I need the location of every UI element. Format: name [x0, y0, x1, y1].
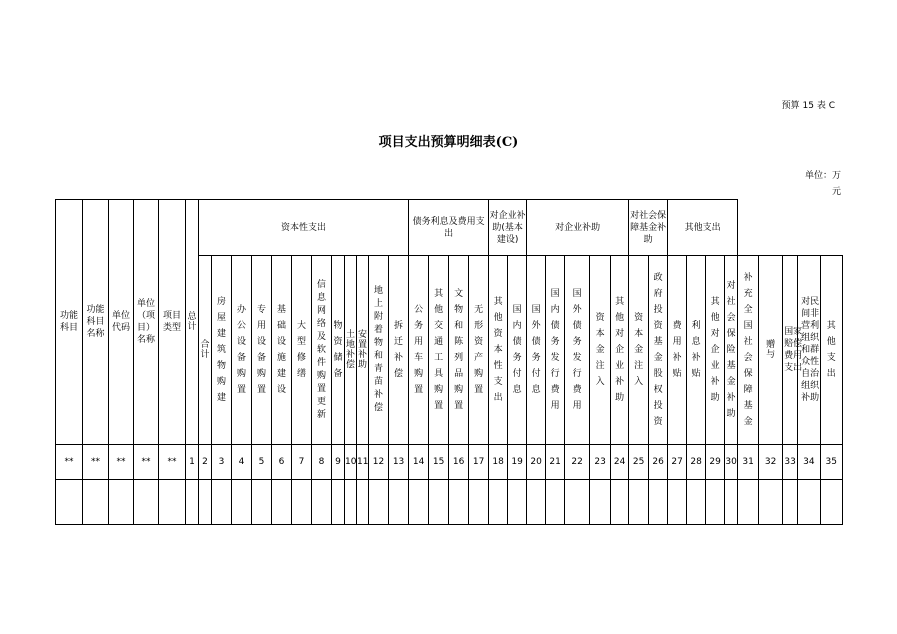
col-number: 9: [332, 445, 345, 480]
col-number: 20: [527, 445, 546, 480]
row-mark: **: [134, 445, 159, 480]
col-number: 28: [687, 445, 706, 480]
group-enterprise-subsidy: 对企业补助: [527, 200, 629, 256]
col-number: 16: [449, 445, 469, 480]
col-number: 25: [629, 445, 649, 480]
sub-header: 拆迁补偿: [389, 256, 409, 445]
group-debt-interest: 债务利息及费用支出: [409, 200, 489, 256]
sub-header: 其他交通工具购置: [429, 256, 449, 445]
col-number: 21: [546, 445, 565, 480]
sub-header: 专用设备购置: [252, 256, 272, 445]
sub-header: 文物和陈列品购置: [449, 256, 469, 445]
sub-header: 国外债务发行费用: [565, 256, 590, 445]
sub-header: 物资储备: [332, 256, 345, 445]
sub-header: 对社会保险基金补助: [725, 256, 738, 445]
col-number: 35: [820, 445, 842, 480]
group-capital-expenditure: 资本性支出: [199, 200, 409, 256]
group-other-expenditure: 其他支出: [668, 200, 738, 256]
col-number: 26: [649, 445, 668, 480]
index-row: [56, 445, 843, 480]
row-mark: **: [56, 445, 83, 480]
sub-header: 资本金注入: [629, 256, 649, 445]
group-social-security-fund: 对社会保障基金补助: [629, 200, 668, 256]
budget-table: [55, 199, 843, 525]
col-number: 7: [292, 445, 312, 480]
sub-header: 利息补贴: [687, 256, 706, 445]
col-number: 2: [199, 445, 212, 480]
col-number: 8: [312, 445, 332, 480]
sub-header: 资本金注入: [590, 256, 611, 445]
sub-header: 大型修缮: [292, 256, 312, 445]
col-number: 24: [611, 445, 629, 480]
col-number: 31: [738, 445, 759, 480]
col-number: 6: [272, 445, 292, 480]
header-function-subject-name: 功能科目名称: [83, 200, 109, 445]
col-number: 18: [489, 445, 508, 480]
col-number: 27: [668, 445, 687, 480]
sub-header: 其他资本性支出: [489, 256, 508, 445]
col-number: 4: [232, 445, 252, 480]
sub-header: 国家赔偿费用支出: [783, 256, 798, 445]
sub-header: 国内债务发行费用: [546, 256, 565, 445]
col-number: 13: [389, 445, 409, 480]
sub-header: 政府投资基金股权投资: [649, 256, 668, 445]
unit-label: [801, 168, 841, 200]
col-number: 1: [186, 445, 199, 480]
empty-data-row: [56, 480, 843, 525]
unit-line-1: 单位：万: [804, 171, 841, 181]
row-mark: **: [83, 445, 109, 480]
row-mark: **: [109, 445, 134, 480]
header-function-subject: 功能科目: [56, 200, 83, 445]
sub-header: 合计: [199, 256, 212, 445]
col-number: 29: [706, 445, 725, 480]
sub-header: 国外债务付息: [527, 256, 546, 445]
col-number: 33: [783, 445, 798, 480]
sub-header: 赠与: [759, 256, 783, 445]
page-title: 项目支出预算明细表(C): [378, 135, 519, 150]
col-number: 23: [590, 445, 611, 480]
header-unit-code: 单位代码: [109, 200, 134, 445]
sub-header: 地上附着物和青苗补偿: [369, 256, 389, 445]
sub-header: 安置补助: [357, 256, 369, 445]
col-number: 10: [345, 445, 357, 480]
sub-header: 信息网络及软件购置更新: [312, 256, 332, 445]
header-project-type: 项目类型: [159, 200, 186, 445]
col-number: 11: [357, 445, 369, 480]
header-unit-project-name: 单位（项目）名称: [134, 200, 159, 445]
col-number: 15: [429, 445, 449, 480]
sub-header: 办公设备购置: [232, 256, 252, 445]
sub-header: 国内债务付息: [508, 256, 527, 445]
col-number: 12: [369, 445, 389, 480]
col-number: 34: [798, 445, 820, 480]
table-code: 预算 15 表 C: [781, 101, 835, 111]
col-number: 22: [565, 445, 590, 480]
sub-header: 对民间非营利组织和群众性自治组织补助: [798, 256, 820, 445]
sub-header: 补充全国社会保障基金: [738, 256, 759, 445]
sub-header: 其他支出: [820, 256, 842, 445]
sub-header: 土地补偿: [345, 256, 357, 445]
sub-header: 费用补贴: [668, 256, 687, 445]
header-total: 总计: [186, 200, 199, 445]
sub-header: 公务用车购置: [409, 256, 429, 445]
col-number: 30: [725, 445, 738, 480]
sub-header: 其他对企业补助: [611, 256, 629, 445]
col-number: 32: [759, 445, 783, 480]
col-number: 5: [252, 445, 272, 480]
sub-header: 无形资产购置: [469, 256, 489, 445]
group-enterprise-subsidy-capital: 对企业补助(基本建设): [489, 200, 527, 256]
sub-header: 基础设施建设: [272, 256, 292, 445]
col-number: 3: [212, 445, 232, 480]
col-number: 17: [469, 445, 489, 480]
col-number: 14: [409, 445, 429, 480]
row-mark: **: [159, 445, 186, 480]
sub-header: 房屋建筑物购建: [212, 256, 232, 445]
sub-header: 其他对企业补助: [706, 256, 725, 445]
col-number: 19: [508, 445, 527, 480]
unit-line-2: 元: [831, 187, 841, 197]
